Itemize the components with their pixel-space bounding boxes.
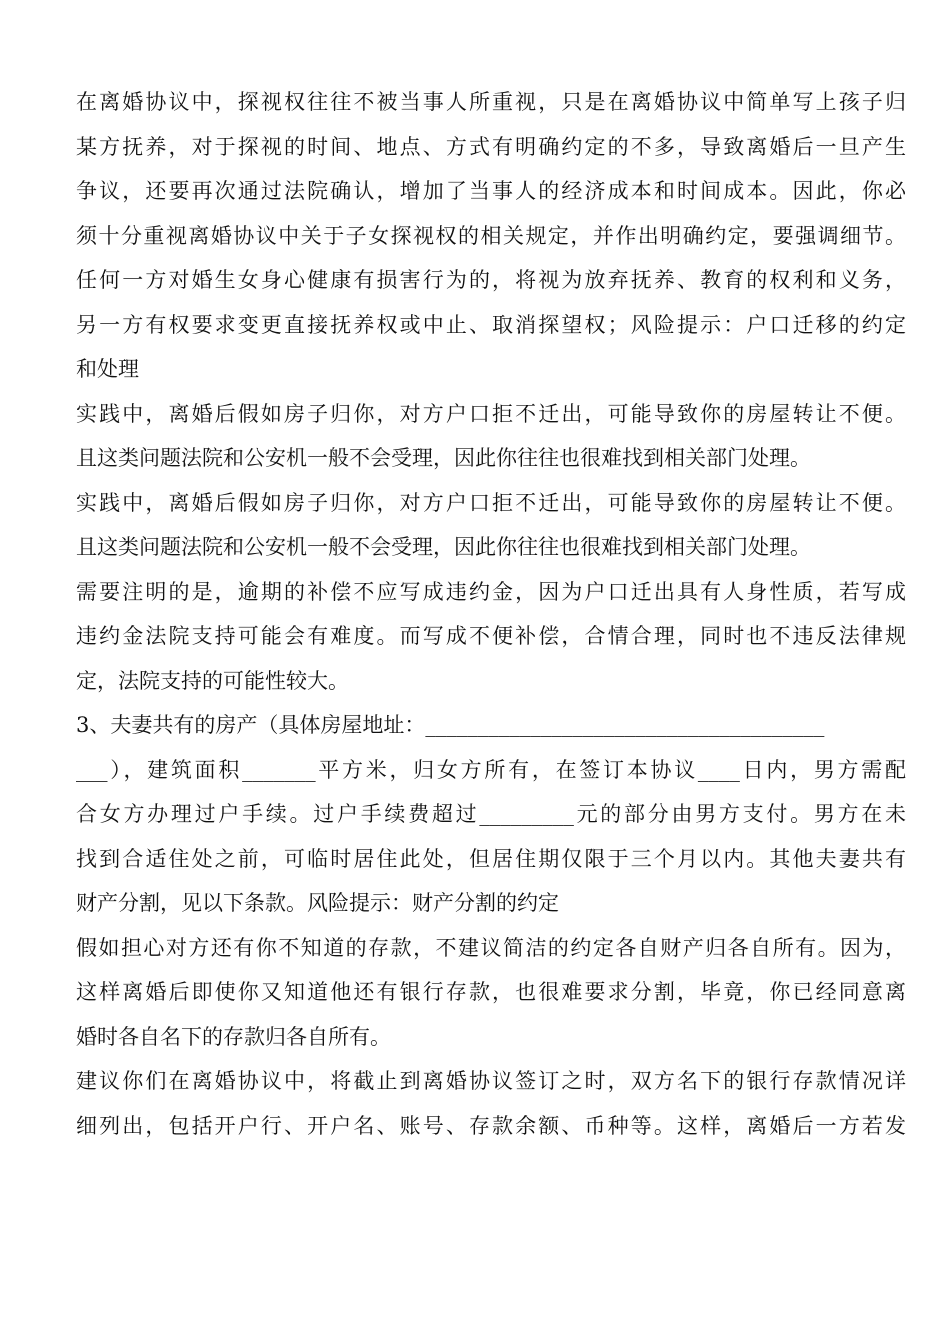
text-line: ___），建筑面积_______平方米，归女方所有，在签订本协议____日内，男方需配 <box>76 757 906 782</box>
paragraph-property-clause <box>76 703 906 926</box>
text-line: 实践中，离婚后假如房子归你，对方户口拒不迁出，可能导致你的房屋转让不便。 <box>76 401 906 426</box>
text-line: 这样离婚后即使你又知道他还有银行存款，也很难要求分割，毕竟，你已经同意离 <box>76 980 906 1004</box>
text-line: 婚时各自名下的存款归各自所有。 <box>76 1024 391 1049</box>
text-line: 财产分割，见以下条款。风险提示：财产分割的约定 <box>76 891 559 915</box>
document-body <box>76 80 906 1148</box>
text-line: 另一方有权要求变更直接抚养权或中止、取消探望权；风险提示：户口迁移的约定 <box>76 312 906 337</box>
text-line: 3、夫妻共有的房产（具体房屋地址：______________________________________ <box>76 713 825 737</box>
text-line: 细列出，包括开户行、开户名、账号、存款余额、币种等。这样，离婚后一方若发 <box>76 1113 906 1138</box>
text-line: 合女方办理过户手续。过户手续费超过_________元的部分由男方支付。男方在未 <box>76 802 906 826</box>
text-line: 且这类问题法院和公安机一般不会受理，因此你往往也很难找到相关部门处理。 <box>76 446 811 470</box>
text-line: 某方抚养，对于探视的时间、地点、方式有明确约定的不多，导致离婚后一旦产生 <box>76 134 906 159</box>
text-line: 假如担心对方还有你不知道的存款，不建议简洁的约定各自财产归各自所有。因为， <box>76 935 906 960</box>
paragraph-savings-risk <box>76 926 906 1060</box>
paragraph-household-registration <box>76 392 906 704</box>
text-line: 须十分重视离婚协议中关于子女探视权的相关规定，并作出明确约定，要强调细节。 <box>76 223 906 248</box>
text-line: 违约金法院支持可能会有难度。而写成不便补偿，合情合理，同时也不违反法律规 <box>76 624 906 648</box>
text-line: 任何一方对婚生女身心健康有损害行为的，将视为放弃抚养、教育的权利和义务， <box>76 268 906 292</box>
text-line: 建议你们在离婚协议中，将截止到离婚协议签订之时，双方名下的银行存款情况详 <box>76 1069 906 1093</box>
text-line: 需要注明的是，逾期的补偿不应写成违约金，因为户口迁出具有人身性质，若写成 <box>76 579 906 604</box>
text-line: 找到合适住处之前，可临时居住此处，但居住期仅限于三个月以内。其他夫妻共有 <box>76 846 906 871</box>
text-line: 争议，还要再次通过法院确认，增加了当事人的经济成本和时间成本。因此，你必 <box>76 179 906 203</box>
text-line: 和处理 <box>76 357 139 381</box>
text-line: 在离婚协议中，探视权往往不被当事人所重视，只是在离婚协议中简单写上孩子归 <box>76 90 906 114</box>
text-line: 实践中，离婚后假如房子归你，对方户口拒不迁出，可能导致你的房屋转让不便。 <box>76 490 906 515</box>
text-line: 定，法院支持的可能性较大。 <box>76 668 349 693</box>
paragraph-visitation <box>76 80 906 392</box>
text-line: 且这类问题法院和公安机一般不会受理，因此你往往也很难找到相关部门处理。 <box>76 535 811 559</box>
paragraph-savings-advice <box>76 1059 906 1148</box>
